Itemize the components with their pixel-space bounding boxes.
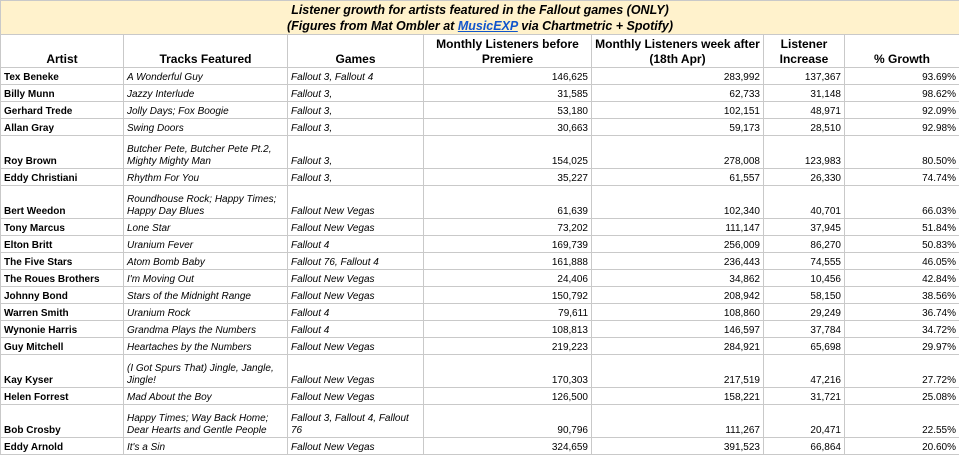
tracks-cell: Roundhouse Rock; Happy Times; Happy Day Blues — [124, 186, 288, 219]
tracks-cell: Heartaches by the Numbers — [124, 338, 288, 355]
artist-cell: Elton Britt — [1, 236, 124, 253]
growth-cell: 25.08% — [845, 388, 959, 405]
tracks-cell: Atom Bomb Baby — [124, 253, 288, 270]
before-cell: 79,611 — [424, 304, 592, 321]
growth-cell: 29.97% — [845, 338, 959, 355]
before-cell: 30,663 — [424, 119, 592, 136]
after-cell: 284,921 — [592, 338, 764, 355]
growth-cell: 38.56% — [845, 287, 959, 304]
increase-cell: 137,367 — [764, 68, 845, 85]
games-cell: Fallout 4 — [288, 236, 424, 253]
increase-cell: 86,270 — [764, 236, 845, 253]
title-line-2 — [1, 18, 959, 34]
tracks-cell: Jazzy Interlude — [124, 85, 288, 102]
games-cell: Fallout New Vegas — [288, 287, 424, 304]
games-cell: Fallout 4 — [288, 304, 424, 321]
increase-cell: 37,945 — [764, 219, 845, 236]
table-row — [1, 219, 959, 236]
increase-cell: 31,148 — [764, 85, 845, 102]
table-row — [1, 338, 959, 355]
tracks-cell: (I Got Spurs That) Jingle, Jangle, Jingle! — [124, 355, 288, 388]
before-cell: 154,025 — [424, 136, 592, 169]
after-cell: 111,267 — [592, 405, 764, 438]
before-cell: 73,202 — [424, 219, 592, 236]
after-cell: 62,733 — [592, 85, 764, 102]
tracks-cell: Uranium Fever — [124, 236, 288, 253]
growth-cell: 98.62% — [845, 85, 959, 102]
growth-cell: 74.74% — [845, 169, 959, 186]
increase-cell: 10,456 — [764, 270, 845, 287]
header-tracks: Tracks Featured — [124, 35, 288, 68]
increase-cell: 29,249 — [764, 304, 845, 321]
after-cell: 278,008 — [592, 136, 764, 169]
before-cell: 219,223 — [424, 338, 592, 355]
table-title — [1, 1, 959, 35]
after-cell: 256,009 — [592, 236, 764, 253]
artist-cell: Johnny Bond — [1, 287, 124, 304]
musicexp-link[interactable]: MusicEXP — [458, 19, 518, 33]
table-row — [1, 85, 959, 102]
table-row — [1, 68, 959, 85]
after-cell: 158,221 — [592, 388, 764, 405]
artist-cell: Eddy Christiani — [1, 169, 124, 186]
after-cell: 391,523 — [592, 438, 764, 455]
growth-cell: 27.72% — [845, 355, 959, 388]
header-growth: % Growth — [845, 35, 959, 68]
after-cell: 108,860 — [592, 304, 764, 321]
before-cell: 108,813 — [424, 321, 592, 338]
growth-cell: 92.09% — [845, 102, 959, 119]
table-row — [1, 102, 959, 119]
table-row — [1, 169, 959, 186]
after-cell: 236,443 — [592, 253, 764, 270]
after-cell: 283,992 — [592, 68, 764, 85]
games-cell: Fallout 76, Fallout 4 — [288, 253, 424, 270]
artist-cell: Wynonie Harris — [1, 321, 124, 338]
growth-cell: 22.55% — [845, 405, 959, 438]
before-cell: 170,303 — [424, 355, 592, 388]
increase-cell: 47,216 — [764, 355, 845, 388]
table-row — [1, 304, 959, 321]
artist-cell: Tex Beneke — [1, 68, 124, 85]
artist-cell: The Roues Brothers — [1, 270, 124, 287]
header-row — [1, 35, 959, 68]
table-row — [1, 388, 959, 405]
title-prefix: (Figures from Mat Ombler at — [287, 19, 458, 33]
after-cell: 146,597 — [592, 321, 764, 338]
games-cell: Fallout 3, — [288, 85, 424, 102]
after-cell: 208,942 — [592, 287, 764, 304]
artist-cell: Bert Weedon — [1, 186, 124, 219]
tracks-cell: Stars of the Midnight Range — [124, 287, 288, 304]
growth-cell: 20.60% — [845, 438, 959, 455]
artist-cell: Tony Marcus — [1, 219, 124, 236]
increase-cell: 26,330 — [764, 169, 845, 186]
after-cell: 217,519 — [592, 355, 764, 388]
before-cell: 150,792 — [424, 287, 592, 304]
artist-cell: Warren Smith — [1, 304, 124, 321]
tracks-cell: A Wonderful Guy — [124, 68, 288, 85]
table-row — [1, 236, 959, 253]
before-cell: 126,500 — [424, 388, 592, 405]
games-cell: Fallout 3, — [288, 119, 424, 136]
tracks-cell: Butcher Pete, Butcher Pete Pt.2, Mighty Mighty Man — [124, 136, 288, 169]
growth-cell: 46.05% — [845, 253, 959, 270]
tracks-cell: Mad About the Boy — [124, 388, 288, 405]
games-cell: Fallout 3, Fallout 4, Fallout 76 — [288, 405, 424, 438]
games-cell: Fallout 3, — [288, 102, 424, 119]
before-cell: 31,585 — [424, 85, 592, 102]
increase-cell: 37,784 — [764, 321, 845, 338]
growth-cell: 50.83% — [845, 236, 959, 253]
growth-cell: 36.74% — [845, 304, 959, 321]
games-cell: Fallout 3, — [288, 136, 424, 169]
growth-cell: 92.98% — [845, 119, 959, 136]
increase-cell: 74,555 — [764, 253, 845, 270]
games-cell: Fallout 3, — [288, 169, 424, 186]
header-before: Monthly Listeners before Premiere — [424, 35, 592, 68]
games-cell: Fallout 3, Fallout 4 — [288, 68, 424, 85]
header-increase: Listener Increase — [764, 35, 845, 68]
tracks-cell: Rhythm For You — [124, 169, 288, 186]
table-row — [1, 119, 959, 136]
artist-cell: Bob Crosby — [1, 405, 124, 438]
tracks-cell: It's a Sin — [124, 438, 288, 455]
artist-cell: Guy Mitchell — [1, 338, 124, 355]
table-row — [1, 270, 959, 287]
after-cell: 61,557 — [592, 169, 764, 186]
tracks-cell: Lone Star — [124, 219, 288, 236]
increase-cell: 40,701 — [764, 186, 845, 219]
table-row — [1, 287, 959, 304]
games-cell: Fallout 4 — [288, 321, 424, 338]
header-games: Games — [288, 35, 424, 68]
growth-cell: 66.03% — [845, 186, 959, 219]
after-cell: 102,151 — [592, 102, 764, 119]
before-cell: 90,796 — [424, 405, 592, 438]
games-cell: Fallout New Vegas — [288, 270, 424, 287]
after-cell: 111,147 — [592, 219, 764, 236]
increase-cell: 20,471 — [764, 405, 845, 438]
artist-cell: Kay Kyser — [1, 355, 124, 388]
increase-cell: 28,510 — [764, 119, 845, 136]
tracks-cell: Jolly Days; Fox Boogie — [124, 102, 288, 119]
increase-cell: 48,971 — [764, 102, 845, 119]
before-cell: 169,739 — [424, 236, 592, 253]
games-cell: Fallout New Vegas — [288, 438, 424, 455]
table-row — [1, 405, 959, 438]
before-cell: 24,406 — [424, 270, 592, 287]
before-cell: 35,227 — [424, 169, 592, 186]
tracks-cell: Happy Times; Way Back Home; Dear Hearts and Gentle People — [124, 405, 288, 438]
table-row — [1, 438, 959, 455]
table-row — [1, 186, 959, 219]
growth-cell: 80.50% — [845, 136, 959, 169]
artist-cell: Gerhard Trede — [1, 102, 124, 119]
games-cell: Fallout New Vegas — [288, 219, 424, 236]
artist-cell: Eddy Arnold — [1, 438, 124, 455]
games-cell: Fallout New Vegas — [288, 338, 424, 355]
games-cell: Fallout New Vegas — [288, 355, 424, 388]
after-cell: 59,173 — [592, 119, 764, 136]
increase-cell: 123,983 — [764, 136, 845, 169]
growth-cell: 51.84% — [845, 219, 959, 236]
title-suffix: via Chartmetric + Spotify) — [518, 19, 673, 33]
title-line-1: Listener growth for artists featured in the Fallout games (ONLY) — [1, 2, 959, 18]
tracks-cell: Swing Doors — [124, 119, 288, 136]
before-cell: 161,888 — [424, 253, 592, 270]
header-artist: Artist — [1, 35, 124, 68]
before-cell: 61,639 — [424, 186, 592, 219]
artist-cell: The Five Stars — [1, 253, 124, 270]
growth-cell: 34.72% — [845, 321, 959, 338]
header-after: Monthly Listeners week after (18th Apr) — [592, 35, 764, 68]
table-row — [1, 253, 959, 270]
growth-cell: 93.69% — [845, 68, 959, 85]
increase-cell: 65,698 — [764, 338, 845, 355]
growth-cell: 42.84% — [845, 270, 959, 287]
before-cell: 324,659 — [424, 438, 592, 455]
tracks-cell: Uranium Rock — [124, 304, 288, 321]
before-cell: 53,180 — [424, 102, 592, 119]
increase-cell: 58,150 — [764, 287, 845, 304]
artist-cell: Roy Brown — [1, 136, 124, 169]
increase-cell: 31,721 — [764, 388, 845, 405]
after-cell: 102,340 — [592, 186, 764, 219]
tracks-cell: Grandma Plays the Numbers — [124, 321, 288, 338]
tracks-cell: I'm Moving Out — [124, 270, 288, 287]
artist-cell: Billy Munn — [1, 85, 124, 102]
table-row — [1, 136, 959, 169]
artist-cell: Helen Forrest — [1, 388, 124, 405]
table-row — [1, 355, 959, 388]
artist-cell: Allan Gray — [1, 119, 124, 136]
table-row — [1, 321, 959, 338]
games-cell: Fallout New Vegas — [288, 186, 424, 219]
games-cell: Fallout New Vegas — [288, 388, 424, 405]
increase-cell: 66,864 — [764, 438, 845, 455]
before-cell: 146,625 — [424, 68, 592, 85]
after-cell: 34,862 — [592, 270, 764, 287]
